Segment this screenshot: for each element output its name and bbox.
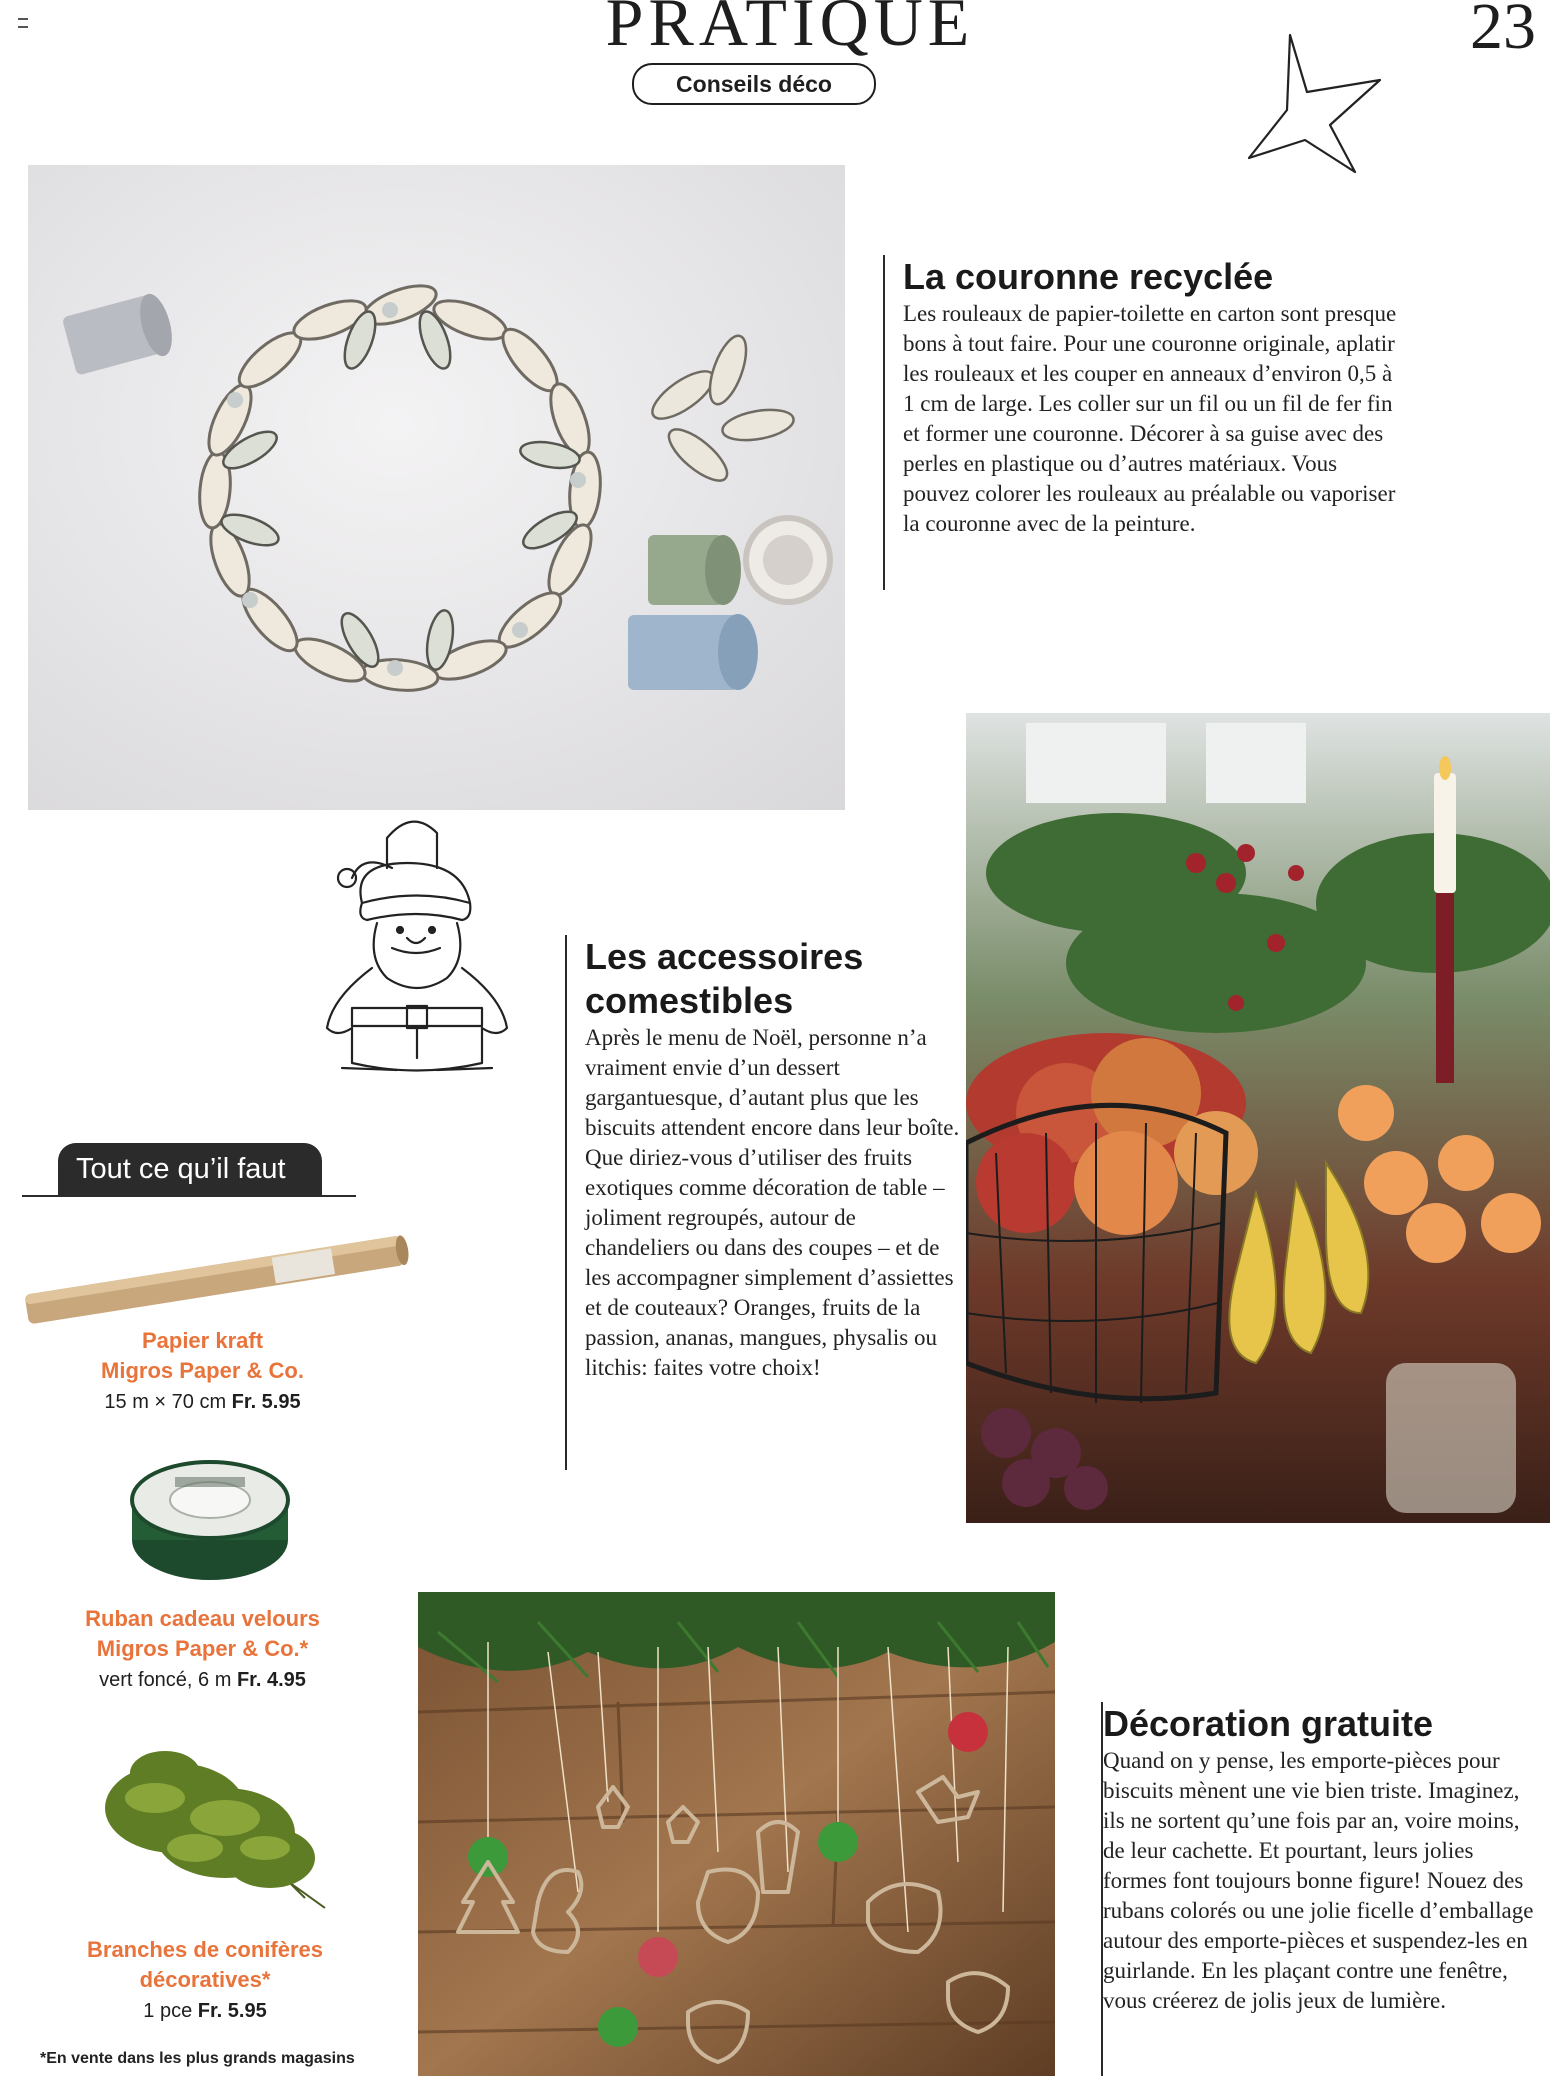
product-name-line1: Branches de conifères — [87, 1937, 323, 1962]
product-name-line2: Migros Paper & Co. — [101, 1358, 304, 1383]
product-details: vert foncé, 6 m — [99, 1669, 232, 1691]
product-name-line2: décoratives* — [139, 1967, 271, 1992]
article-body: Après le menu de Noël, personne n’a vraiment envie d’un dessert gargantuesque, d’autant plus que les biscuits attendent encore dans leur boîte. Que diriez-vous d’utiliser des fruits exotiques comme décoration de table – joliment regroupés, autour de chandeliers ou dans des coupes – et de les accompagner simplement d’assiettes et de couteaux? Oranges, fruits de la passion, ananas, mangues, physalis ou litchis: faites votre choix! — [585, 1025, 960, 1380]
article-free-decoration — [1101, 1702, 1543, 2076]
product-price: Fr. 4.95 — [236, 1669, 306, 1691]
page-number: 23 — [1470, 0, 1536, 63]
santa-icon — [322, 808, 512, 1078]
section-title: PRATIQUE — [605, 0, 975, 60]
cookie-cutter-photo — [418, 1592, 1055, 2076]
footnote: *En vente dans les plus grands magasins — [40, 2050, 355, 2067]
product-name-line2: Migros Paper & Co.* — [96, 1636, 309, 1661]
article-recycled-wreath — [883, 255, 1403, 590]
shopping-list-title: Tout ce qu’il faut — [58, 1143, 322, 1195]
product-details: 1 pce — [143, 2000, 193, 2022]
subsection-badge: Conseils déco — [632, 63, 876, 105]
product-name-line1: Ruban cadeau velours — [85, 1606, 320, 1631]
product-info — [20, 1388, 385, 1416]
product-name-line1: Papier kraft — [141, 1328, 264, 1353]
shopping-list-divider — [22, 1195, 356, 1197]
article-title: Décoration gratuite — [1103, 1703, 1434, 1744]
conifer-branches-image — [95, 1738, 345, 1918]
product-price: Fr. 5.95 — [231, 1391, 301, 1413]
star-icon — [1245, 30, 1395, 180]
product-info — [20, 1997, 390, 2025]
wreath-photo — [28, 165, 845, 810]
product-details: 15 m × 70 cm — [104, 1391, 227, 1413]
product-price: Fr. 5.95 — [197, 2000, 267, 2022]
article-title: La couronne recyclée — [903, 256, 1274, 297]
article-edible-accessories — [565, 935, 965, 1470]
article-body: Les rouleaux de papier-toilette en carton sont presque bons à tout faire. Pour une couronne originale, aplatir les rouleaux et les couper en anneaux d’environ 0,5 à 1 cm de large. Les coller sur un fil ou un fil de fer fin et former une couronne. Décorer à sa guise avec des perles en plastique ou d’autres matériaux. Vous pouvez colorer les rouleaux au préalable ou vaporiser la couronne avec de la peinture. — [903, 301, 1397, 536]
product-info — [20, 1666, 385, 1694]
article-title: Les accessoires comestibles — [585, 936, 864, 1021]
kraft-paper-image — [14, 1225, 414, 1330]
article-body: Quand on y pense, les emporte-pièces pour biscuits mènent une vie bien triste. Imaginez, ils ne sortent qu’une fois par an, voire moins, de leur cachette. Et pourtant, leurs jolies formes font toujours bonne figure! Nouez des rubans colorés ou une jolie ficelle d’emballage autour des emporte-pièces et suspendez-les en guirlande. En les plaçant contre une fenêtre, vous créerez de jolis jeux de lumière. — [1103, 1748, 1534, 2013]
fruit-table-photo — [966, 713, 1550, 1523]
decorative-mark — [18, 18, 28, 28]
ribbon-image — [120, 1455, 300, 1585]
